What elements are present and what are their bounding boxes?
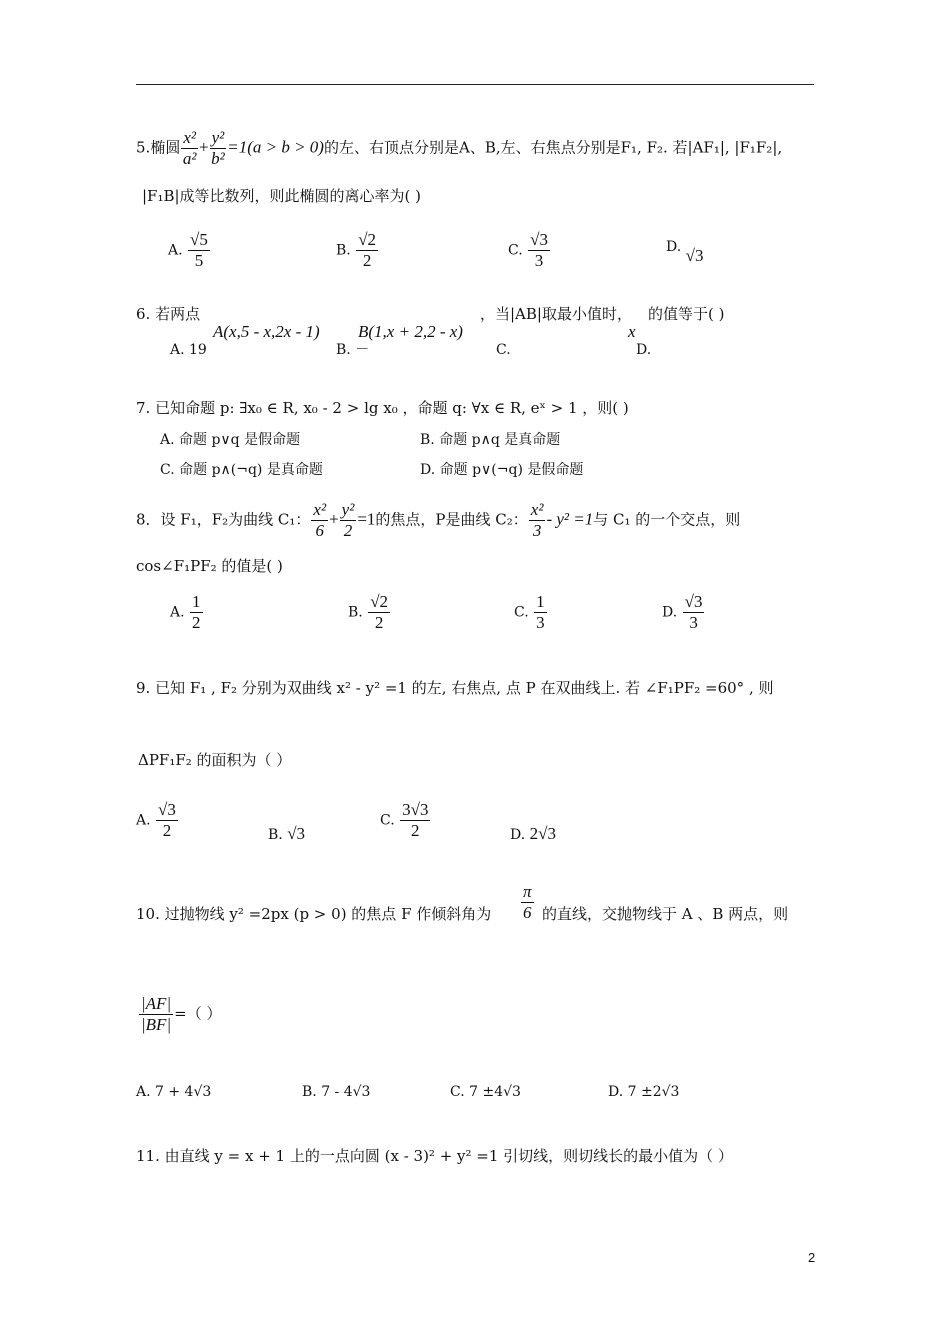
q6-point-b: B(1,x + 2,2 - x)	[358, 322, 463, 341]
page-number: 2	[808, 1250, 816, 1265]
q5-line1: 5.椭圆 $\frac{\text{x²}}{\text{a²}}$ + $\frac{\text{y²}}{\text{b²}}$ =1(a > b > 0)的左、右顶点分别是A、B,左、右焦点分别是F₁, F₂. 若|AF₁|, |F₁F₂|,	[136, 128, 783, 168]
q6-option-d: D.	[636, 342, 652, 358]
q8-option-b: B. $\frac{√2}{2}$	[348, 592, 389, 632]
q6-point-a: A(x,5 - x,2x - 1)	[213, 322, 320, 341]
q9-line1: 9. 已知 F₁ , F₂ 分别为双曲线 x² - y² =1 的左, 右焦点, 点 P 在双曲线上. 若 ∠F₁PF₂ =60° , 则	[136, 679, 774, 697]
q6-line1: 6. 若两点	[136, 305, 201, 323]
q10-tail: 的直线，交抛物线于 A 、B 两点，则	[542, 905, 789, 923]
q5-option-d: D. √3	[666, 239, 704, 265]
q11-line1: 11. 由直线 y = x + 1 上的一点向圆 (x - 3)² + y² =1 引切线，则切线长的最小值为（ ）	[136, 1147, 733, 1165]
q8-line1: 8．设 F₁，F₂为曲线 C₁： $\frac{\text{x²}}{6}$ + $\frac{\text{y²}}{2}$ =1的焦点，P是曲线 C₂： $\frac{\text{x²}}{3}$ - y² =1与 C₁ 的一个交点，则	[136, 500, 741, 540]
q9-option-c: C. $\frac{3√3}{2}$	[380, 800, 429, 840]
q5-line2: |F₁B|成等比数列，则此椭圆的离心率为( )	[142, 187, 422, 205]
q10-option-b: B. 7 - 4√3	[302, 1084, 371, 1100]
q5-option-a: A. $\frac{√5}{5}$	[168, 230, 208, 270]
q9-option-a: A. $\frac{√3}{2}$	[136, 800, 176, 840]
q7-line1: 7. 已知命题 p: ∃x₀ ∈ R, x₀ - 2 > lg x₀ ，命题 q: ∀x ∈ R, eˣ > 1 ，则( )	[136, 399, 629, 417]
q5-option-b: B. $\frac{√2}{2}$	[336, 230, 377, 270]
q10-line1: 10. 过抛物线 y² =2px (p > 0) 的焦点 F 作倾斜角为	[136, 905, 492, 923]
q7-option-c: C. 命题 p∧(¬q) 是真命题	[160, 462, 323, 478]
q8-option-a: A. $\frac{1}{2}$	[170, 592, 201, 632]
q6-option-a: A. 19	[170, 342, 207, 358]
header-rule	[136, 84, 814, 85]
q9-option-d: D. 2√3	[510, 824, 556, 843]
q6-option-b: B. －	[336, 342, 370, 358]
q8-option-c: C. $\frac{1}{3}$	[514, 592, 545, 632]
q6-tail: ，当|AB|取最小值时，	[480, 305, 632, 323]
q10-option-d: D. 7 ±2√3	[608, 1084, 680, 1100]
q6-tail2: 的值等于( )	[648, 305, 725, 323]
q9-line2: ΔPF₁F₂ 的面积为（ ）	[138, 751, 292, 769]
q10-option-c: C. 7 ±4√3	[450, 1084, 521, 1100]
q7-option-d: D. 命题 p∨(¬q) 是假命题	[420, 462, 584, 478]
q9-option-b: B. √3	[268, 824, 306, 843]
q8-option-d: D. $\frac{√3}{3}$	[662, 592, 703, 632]
q7-option-a: A. 命题 p∨q 是假命题	[160, 432, 301, 448]
q5-option-c: C. $\frac{√3}{3}$	[508, 230, 548, 270]
q10-ratio: $\frac{|AF|}{|BF|}$ =（ ）	[141, 994, 222, 1034]
q8-line2: cos∠F₁PF₂ 的值是( )	[136, 557, 283, 575]
q6-x: x	[628, 322, 636, 341]
q10-angle: $\frac{\pi}{6}$	[523, 882, 532, 922]
q10-option-a: A. 7 + 4√3	[136, 1084, 212, 1100]
q7-option-b: B. 命题 p∧q 是真命题	[420, 432, 561, 448]
q6-option-c: C.	[496, 342, 511, 358]
